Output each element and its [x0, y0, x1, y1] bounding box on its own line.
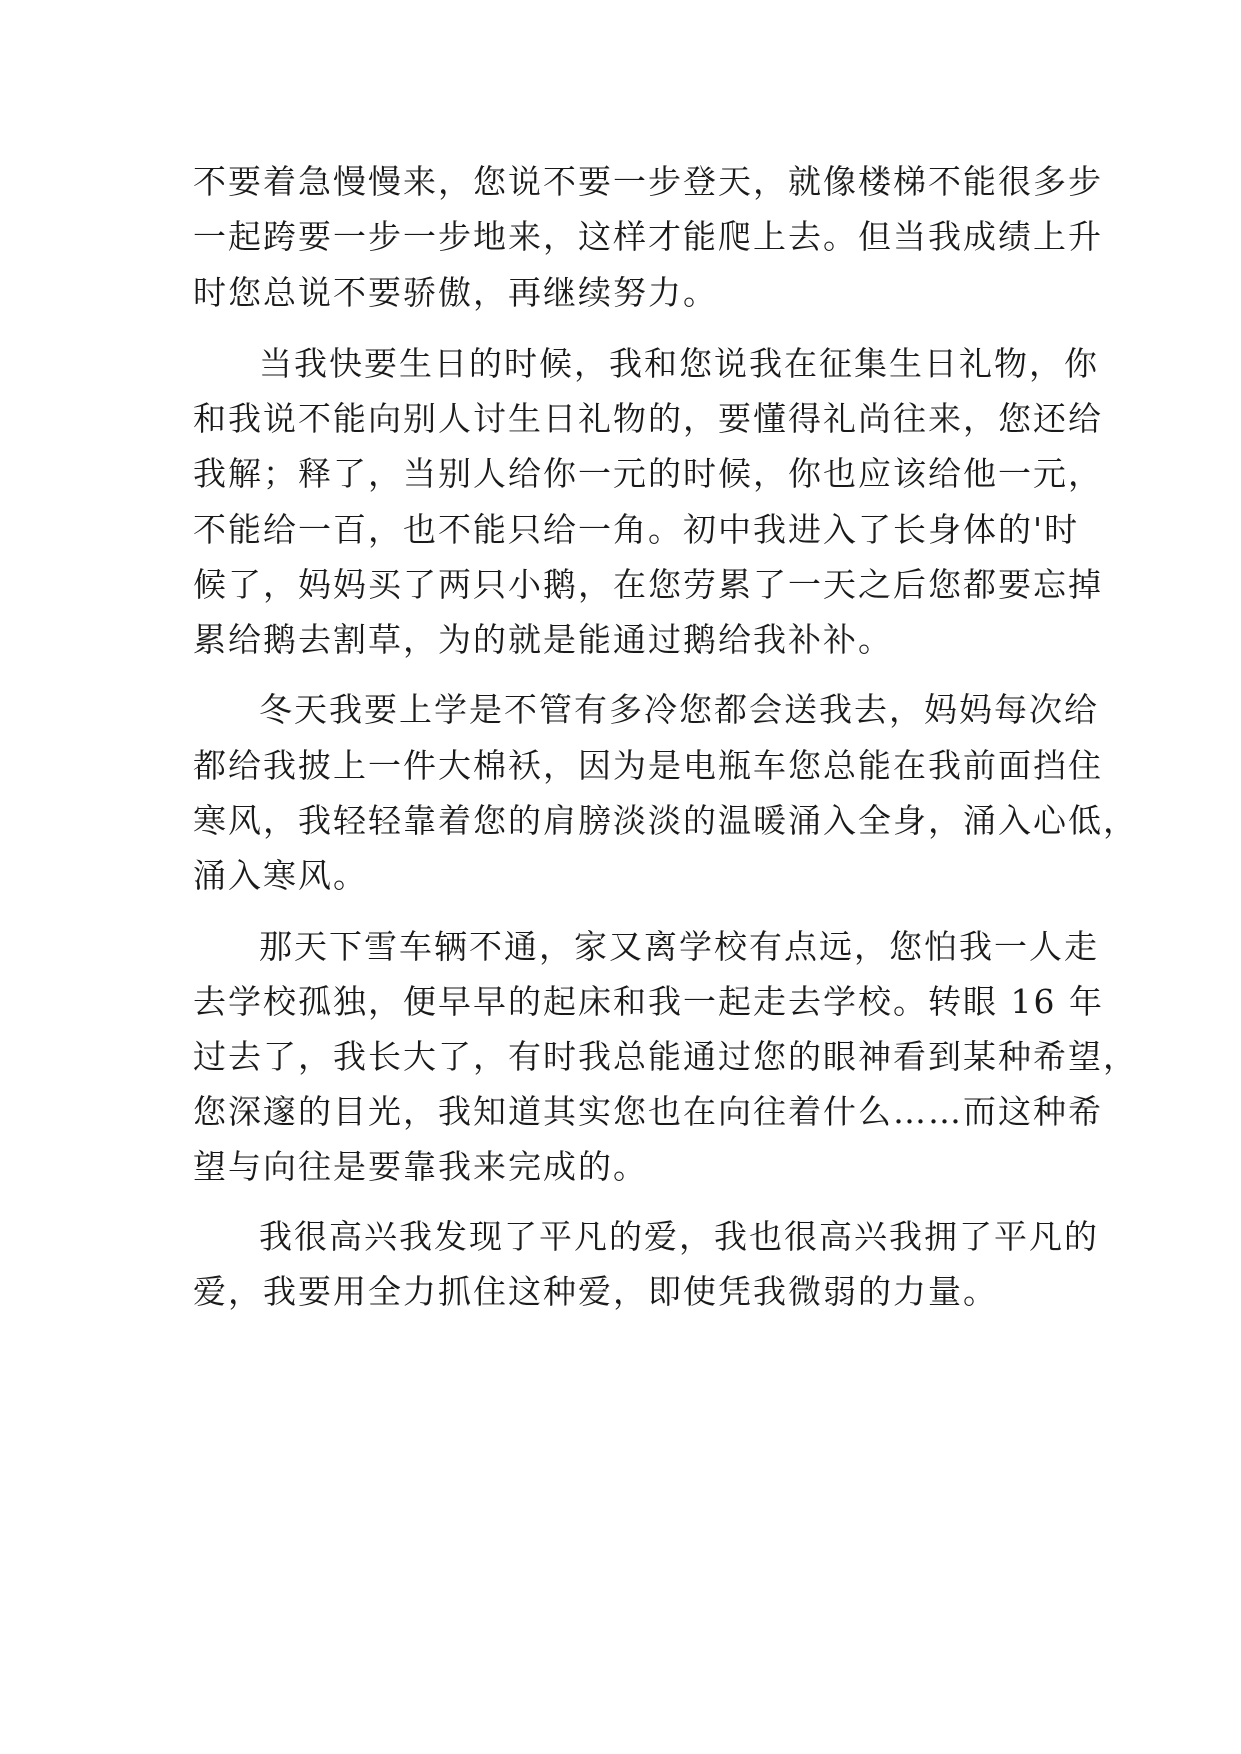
paragraph-first-line: 冬天我要上学是不管有多冷您都会送我去，妈妈每次给 [259, 690, 1099, 729]
text-line: 不能给一百，也不能只给一角。初中我进入了长身体的'时 [193, 510, 1080, 549]
text-line: 去学校孤独，便早早的起床和我一起走去学校。转眼 16 年 [193, 982, 1104, 1021]
text-line: 寒风，我轻轻靠着您的肩膀淡淡的温暖涌入全身，涌入心低， [193, 801, 1138, 840]
paragraph-first-line: 我很高兴我发现了平凡的爱，我也很高兴我拥了平凡的 [259, 1217, 1099, 1256]
text-line: 望与向往是要靠我来完成的。 [193, 1147, 648, 1186]
text-line: 过去了，我长大了，有时我总能通过您的眼神看到某种希望， [193, 1037, 1138, 1076]
text-line: 一起跨要一步一步地来，这样才能爬上去。但当我成绩上升 [193, 217, 1103, 256]
text-line: 候了，妈妈买了两只小鹅，在您劳累了一天之后您都要忘掉 [193, 565, 1103, 604]
text-line: 时您总说不要骄傲，再继续努力。 [193, 273, 718, 312]
text-line: 我解；释了，当别人给你一元的时候，你也应该给他一元， [193, 454, 1103, 493]
text-line: 都给我披上一件大棉袄，因为是电瓶车您总能在我前面挡住 [193, 746, 1103, 785]
text-line: 累给鹅去割草，为的就是能通过鹅给我补补。 [193, 620, 893, 659]
paragraph-first-line: 那天下雪车辆不通，家又离学校有点远，您怕我一人走 [259, 927, 1099, 966]
text-line: 爱，我要用全力抓住这种爱，即使凭我微弱的力量。 [193, 1272, 998, 1311]
text-line: 不要着急慢慢来，您说不要一步登天，就像楼梯不能很多步 [193, 162, 1103, 201]
text-line: 您深邃的目光，我知道其实您也在向往着什么……而这种希 [193, 1092, 1103, 1131]
text-line: 涌入寒风。 [193, 856, 368, 895]
text-line: 和我说不能向别人讨生日礼物的，要懂得礼尚往来，您还给 [193, 399, 1103, 438]
paragraph-first-line: 当我快要生日的时候，我和您说我在征集生日礼物，你 [259, 344, 1099, 383]
